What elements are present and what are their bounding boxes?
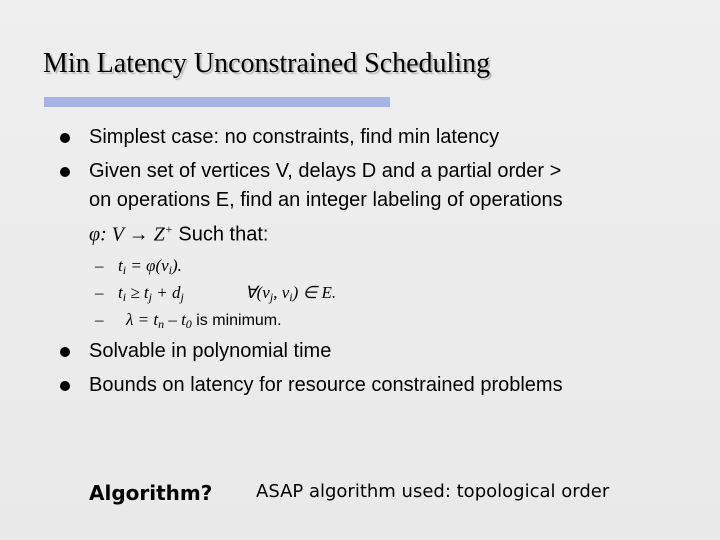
forall-v: ∀(v	[245, 283, 270, 302]
bullet-icon	[60, 167, 70, 177]
bullet-text-1: Simplest case: no constraints, find min latency	[89, 126, 500, 148]
is-minimum: is minimum.	[191, 312, 282, 329]
sub-item-1	[118, 256, 182, 278]
title-underline-bar	[44, 97, 390, 107]
phi-such-that: Such that:	[172, 223, 269, 246]
dash-marker: –	[95, 283, 104, 302]
ge-tj: ≥ t	[126, 283, 149, 302]
dj-sub: j	[180, 290, 184, 304]
vi-sub: i	[289, 290, 293, 304]
sub-item-2-condition	[245, 283, 336, 305]
sub-item-3	[126, 310, 282, 332]
asap-note: ASAP algorithm used: topological order	[256, 481, 610, 502]
ti-t: t	[118, 256, 123, 275]
lambda-tn: λ = t	[126, 310, 159, 329]
bullet-icon	[60, 381, 70, 391]
slide-title: Min Latency Unconstrained Scheduling	[43, 48, 491, 79]
dash-marker: –	[95, 256, 104, 275]
in-e: ) ∈ E.	[292, 283, 337, 302]
tj-sub: j	[148, 290, 152, 304]
bullet-text-2: Given set of vertices V, delays D and a partial order >	[89, 160, 562, 182]
item1-end: ).	[172, 256, 182, 275]
phi-mapping: φ: V → Z	[89, 223, 165, 246]
vj-sub: j	[269, 290, 274, 304]
vi-sub: i	[168, 263, 173, 277]
minus-t: – t	[164, 310, 186, 329]
bullet-text-4: Bounds on latency for resource constrained problems	[89, 374, 563, 396]
sub-item-2	[118, 283, 184, 305]
labeling-function-line	[89, 213, 268, 251]
bullet-icon	[60, 347, 70, 357]
bullet-text-2-cont: on operations E, find an integer labeling of operations	[89, 189, 563, 211]
dash-marker: –	[95, 310, 104, 329]
eq-phi: = φ(v	[126, 256, 169, 275]
bullet-text-3: Solvable in polynomial time	[89, 340, 332, 362]
tn-sub: n	[158, 317, 165, 331]
comma-v: , v	[273, 283, 290, 302]
phi-sup: +	[164, 222, 173, 236]
plus-d: + d	[151, 283, 181, 302]
ti-sub: i	[122, 290, 127, 304]
algorithm-question: Algorithm?	[89, 481, 213, 505]
ti-sub: i	[122, 263, 127, 277]
t0-sub: 0	[185, 317, 192, 331]
bullet-icon	[60, 133, 70, 143]
ti-t: t	[118, 283, 123, 302]
